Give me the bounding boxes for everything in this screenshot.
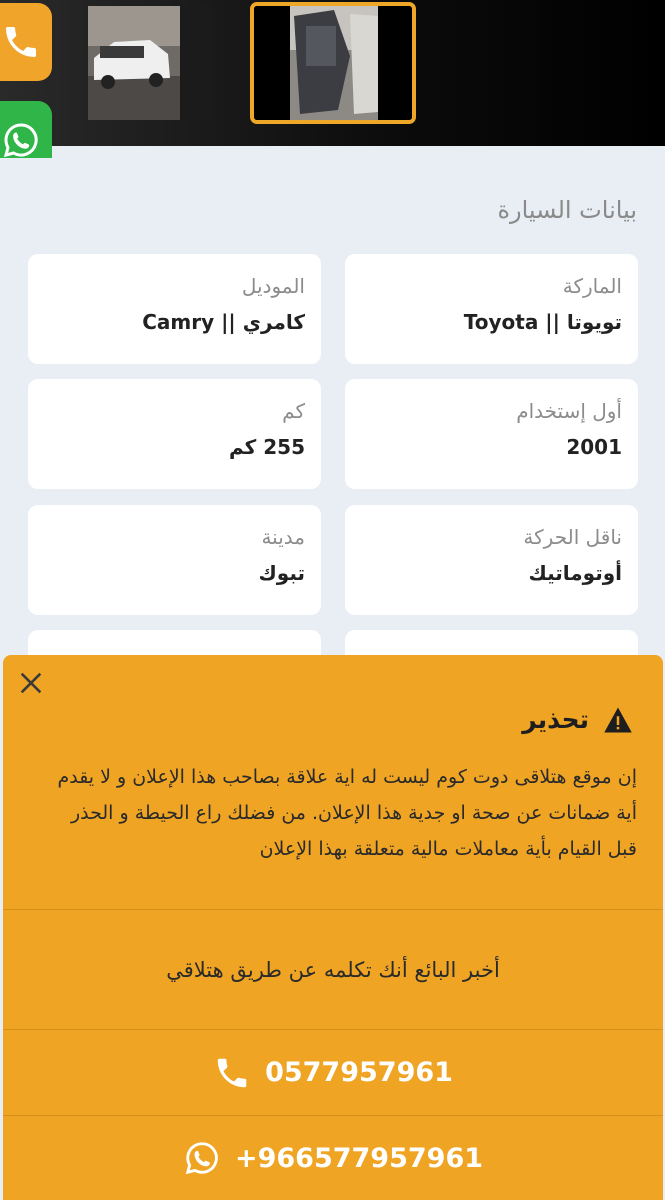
field-label: الموديل	[241, 274, 305, 298]
call-seller-button[interactable]	[3, 1030, 663, 1115]
warning-sheet	[3, 655, 663, 1200]
whatsapp-icon	[1, 120, 41, 160]
field-card-transmission	[345, 505, 638, 615]
field-value: أوتوماتيك	[528, 561, 622, 585]
warning-title: تحذير	[522, 705, 589, 734]
tell-seller-note: أخبر البائع أنك تكلمه عن طريق هتلاقي	[166, 957, 500, 982]
field-card-mileage	[28, 379, 321, 489]
whatsapp-number: +966577957961	[234, 1142, 484, 1174]
field-label: أول إستخدام	[516, 399, 622, 423]
call-button[interactable]	[0, 3, 52, 81]
field-card-city	[28, 505, 321, 615]
phone-number: 0577957961	[265, 1057, 453, 1088]
car-photo-2	[254, 6, 412, 120]
close-icon[interactable]	[17, 669, 45, 697]
field-value: تويوتا || Toyota	[463, 310, 622, 334]
field-card-first-use	[345, 379, 638, 489]
warning-header	[522, 705, 633, 734]
section-title: بيانات السيارة	[497, 196, 637, 224]
car-photo-1	[88, 6, 212, 120]
whatsapp-seller-button[interactable]	[3, 1116, 663, 1200]
car-details-section	[0, 158, 665, 658]
field-value: كامري || Camry	[142, 310, 305, 334]
gallery-thumbnail-selected[interactable]	[250, 2, 416, 124]
field-label: كم	[282, 399, 305, 423]
field-label: ناقل الحركة	[523, 525, 622, 549]
phone-icon	[213, 1054, 251, 1092]
gallery-thumbnail[interactable]	[88, 6, 212, 120]
field-label: الماركة	[562, 274, 622, 298]
field-label: مدينة	[261, 525, 305, 549]
warning-message: إن موقع هتلاقى دوت كوم ليست له اية علاقة بصاحب هذا الإعلان و لا يقدم أية ضمانات عن صحة او جدية هذا الإعلان. من فضلك راع الحيطة و الحذر قبل القيام بأية معاملات مالية متعلقة بهذا الإعلان	[57, 766, 637, 860]
warning-triangle-icon	[603, 706, 633, 734]
phone-icon	[1, 22, 41, 62]
image-gallery	[0, 0, 665, 146]
field-card-brand	[345, 254, 638, 364]
field-value: تبوك	[258, 561, 305, 585]
field-card-model	[28, 254, 321, 364]
whatsapp-icon	[183, 1139, 221, 1177]
field-value: 2001	[566, 435, 622, 459]
field-value: 255 كم	[228, 435, 305, 459]
